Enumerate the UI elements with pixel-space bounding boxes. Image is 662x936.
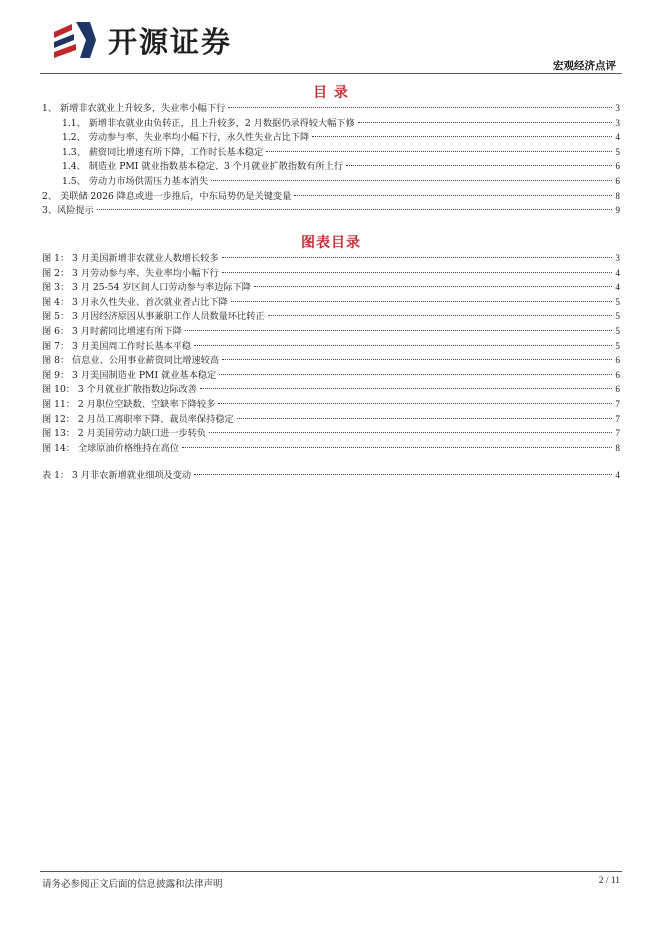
figure-entry-page: 4 bbox=[615, 267, 620, 278]
figure-entry-page: 5 bbox=[615, 311, 620, 322]
figure-list bbox=[42, 251, 620, 455]
dot-leader bbox=[346, 165, 612, 166]
dot-leader bbox=[254, 286, 612, 287]
dot-leader bbox=[237, 418, 613, 419]
figure-entry-text: 图 13： 2 月美国劳动力缺口进一步转负 bbox=[42, 428, 207, 440]
figure-entry[interactable] bbox=[42, 295, 620, 310]
figure-entry-page: 5 bbox=[615, 325, 620, 336]
figure-entry-page: 7 bbox=[615, 428, 620, 439]
figure-entry-page: 3 bbox=[615, 253, 620, 263]
figure-entry-text: 图 8： 信息业、公用事业薪资同比增速较高 bbox=[42, 355, 220, 367]
toc-list bbox=[42, 101, 620, 218]
dot-leader bbox=[218, 403, 612, 404]
figure-entry-text: 图 7： 3 月美国周工作时长基本平稳 bbox=[42, 340, 192, 352]
figure-entry-text: 图 5： 3 月因经济原因从事兼职工作人员数量环比转正 bbox=[42, 311, 265, 323]
dot-leader bbox=[194, 345, 612, 346]
page-number: 2 / 11 bbox=[598, 876, 620, 886]
dot-leader bbox=[222, 359, 612, 360]
figure-entry[interactable] bbox=[42, 397, 620, 412]
toc-entry-page: 6 bbox=[615, 161, 620, 172]
figure-entry-page: 5 bbox=[615, 296, 620, 307]
dot-leader bbox=[97, 209, 613, 210]
figure-entry[interactable] bbox=[42, 339, 620, 354]
dot-leader bbox=[222, 272, 613, 273]
dot-leader bbox=[312, 136, 612, 137]
figure-entry[interactable] bbox=[42, 412, 620, 427]
toc-entry-text: 1.5、 劳动力市场供需压力基本消失 bbox=[62, 175, 209, 187]
figure-entry[interactable] bbox=[42, 280, 620, 295]
figure-entry-page: 5 bbox=[615, 340, 620, 351]
figure-entry-text: 图 10： 3 个月就业扩散指数边际改善 bbox=[42, 384, 197, 396]
dot-leader bbox=[294, 195, 612, 196]
figure-entry[interactable] bbox=[42, 353, 620, 368]
toc-entry-page: 3 bbox=[615, 117, 620, 128]
dot-leader bbox=[228, 107, 612, 108]
figure-entry[interactable] bbox=[42, 266, 620, 281]
toc-entry-page: 6 bbox=[615, 175, 620, 186]
toc-entry[interactable] bbox=[42, 101, 620, 116]
dot-leader bbox=[358, 122, 613, 123]
dot-leader bbox=[185, 330, 613, 331]
figure-entry[interactable] bbox=[42, 382, 620, 397]
toc-entry-text: 1.4、 制造业 PMI 就业指数基本稳定、3 个月就业扩散指数有所上行 bbox=[62, 161, 344, 173]
toc-entry[interactable] bbox=[42, 203, 620, 218]
figure-entry-text: 图 12： 2 月员工离职率下降、裁员率保持稳定 bbox=[42, 413, 234, 425]
toc-entry-text: 2、 美联储 2026 降息或进一步推后，中东局势仍是关键变量 bbox=[42, 190, 292, 202]
figure-entry-text: 图 1： 3 月美国新增非农就业人数增长较多 bbox=[42, 253, 219, 264]
figure-entry-text: 图 4： 3 月永久性失业、首次就业者占比下降 bbox=[42, 296, 228, 308]
toc-entry-page: 4 bbox=[615, 132, 620, 143]
company-name: 开源证券 bbox=[108, 24, 233, 59]
figure-entry-page: 7 bbox=[615, 398, 620, 409]
figure-entry-text: 图 11： 2 月职位空缺数、空缺率下降较多 bbox=[42, 398, 216, 410]
company-logo bbox=[50, 18, 232, 62]
toc-entry-text: 1.2、 劳动参与率、失业率均小幅下行，永久性失业占比下降 bbox=[62, 132, 310, 144]
figure-entry[interactable] bbox=[42, 441, 620, 456]
toc-entry-page: 9 bbox=[615, 205, 620, 216]
figure-entry-text: 图 3： 3 月 25-54 岁区间人口劳动参与率边际下降 bbox=[42, 282, 251, 294]
figure-entry-text: 图 14： 全球原油价格维持在高位 bbox=[42, 442, 179, 454]
figure-entry-page: 6 bbox=[615, 355, 620, 366]
figure-entry-page: 6 bbox=[615, 384, 620, 395]
toc-entry-page: 8 bbox=[615, 190, 620, 201]
figure-entry[interactable] bbox=[42, 309, 620, 324]
dot-leader bbox=[222, 257, 613, 258]
table-entry-page: 4 bbox=[615, 470, 620, 480]
toc-entry[interactable] bbox=[42, 145, 620, 160]
kaiyuan-logo-icon bbox=[50, 18, 102, 62]
dot-leader bbox=[268, 315, 613, 316]
dot-leader bbox=[211, 180, 612, 181]
figure-entry[interactable] bbox=[42, 426, 620, 441]
figure-entry-page: 7 bbox=[615, 413, 620, 424]
toc-entry-page: 5 bbox=[615, 146, 620, 157]
toc-entry[interactable] bbox=[42, 159, 620, 174]
header-divider bbox=[40, 73, 622, 74]
toc-entry[interactable] bbox=[42, 174, 620, 189]
footer-disclaimer: 请务必参阅正文后面的信息披露和法律声明 bbox=[42, 879, 223, 890]
figure-entry-page: 8 bbox=[615, 442, 620, 453]
dot-leader bbox=[209, 432, 612, 433]
toc-title: 目 录 bbox=[313, 85, 349, 101]
report-type-label: 宏观经济点评 bbox=[553, 60, 616, 72]
toc-entry-text: 1.1、 新增非农就业由负转正，且上升较多，2 月数据仍录得较大幅下修 bbox=[62, 117, 355, 129]
dot-leader bbox=[266, 151, 612, 152]
toc-entry-text: 1.3、 薪资同比增速有所下降，工作时长基本稳定 bbox=[62, 146, 264, 158]
dot-leader bbox=[200, 388, 612, 389]
figure-entry[interactable] bbox=[42, 324, 620, 339]
table-entry[interactable] bbox=[42, 468, 620, 483]
figure-entry[interactable] bbox=[42, 368, 620, 383]
dot-leader bbox=[194, 474, 612, 475]
figure-entry-page: 6 bbox=[615, 369, 620, 380]
dot-leader bbox=[219, 374, 612, 375]
dot-leader bbox=[182, 447, 612, 448]
table-entry-text: 表 1： 3 月非农新增就业细项及变动 bbox=[42, 470, 192, 481]
figures-title: 图表目录 bbox=[301, 235, 361, 251]
figure-entry-text: 图 6： 3 月时薪同比增速有所下降 bbox=[42, 325, 182, 337]
footer-divider bbox=[40, 871, 622, 872]
figure-entry-page: 4 bbox=[615, 282, 620, 293]
dot-leader bbox=[231, 301, 613, 302]
toc-entry[interactable] bbox=[42, 189, 620, 204]
figure-entry-text: 图 9： 3 月美国制造业 PMI 就业基本稳定 bbox=[42, 369, 217, 381]
toc-entry[interactable] bbox=[42, 116, 620, 131]
figure-entry[interactable] bbox=[42, 251, 620, 266]
table-list bbox=[42, 468, 620, 483]
figure-entry-text: 图 2： 3 月劳动参与率、失业率均小幅下行 bbox=[42, 267, 219, 279]
toc-entry-text: 1、 新增非农就业上升较多，失业率小幅下行 bbox=[42, 103, 226, 114]
toc-entry[interactable] bbox=[42, 130, 620, 145]
toc-entry-text: 3、风险提示 bbox=[42, 205, 94, 217]
toc-entry-page: 3 bbox=[615, 103, 620, 113]
